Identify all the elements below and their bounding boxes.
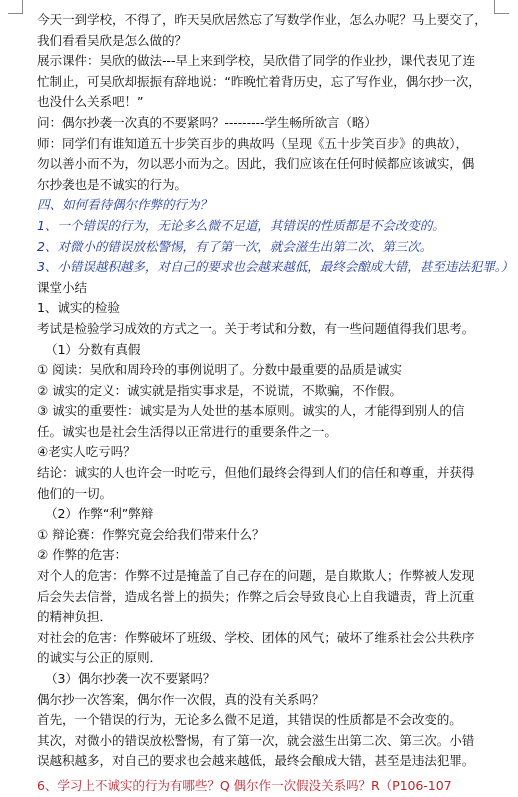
subsection-title: （3）偶尔抄袭一次不要紧吗？ — [45, 671, 216, 686]
subsection-title: 1、诚实的检验 — [37, 300, 120, 316]
paragraph-line: 也没什么关系吧！” — [37, 94, 144, 110]
subsection-title: （1）分数有真假 — [45, 341, 141, 357]
paragraph-line: 首先，一个错误的行为，无论多么微不足道，其错误的性质都是不会改变的。 — [37, 712, 462, 728]
section-heading: 四、如何看待偶尔作弊的行为？ — [37, 197, 212, 213]
paragraph-line: 对个人的危害：作弊不过是掩盖了自己存在的问题，是自欺欺人；作弊被人发现 — [37, 568, 475, 584]
paragraph-line: ② 诚实的定义：诚实就是指实事求是，不说谎，不欺骗，不作假。 — [37, 382, 402, 398]
paragraph-line: 的精神负担． — [37, 609, 112, 625]
corner-crop-mark-right — [494, 0, 509, 14]
paragraph-line: 偶尔抄一次答案，偶尔作一次假，真的没有关系吗？ — [37, 691, 325, 707]
subsection-title: （2）作弊“利”弊辩 — [45, 506, 154, 522]
paragraph-line: ④老实人吃亏吗？ — [37, 444, 136, 460]
paragraph-line: 师：同学们有谁知道五十步笑百步的典故吗（呈现《五十步笑百步》的典故）， — [37, 135, 468, 151]
paragraph-line: 对社会的危害：作弊破坏了班级、学校、团体的风气；破坏了维系社会公共秩序 — [37, 629, 475, 645]
paragraph-line: 问：偶尔抄袭一次真的不要紧吗？---------学生畅所欲言（略） — [37, 114, 377, 130]
paragraph-line: ③ 诚实的重要性：诚实是为人处世的基本原则。诚实的人，才能得到别人的信 — [37, 403, 465, 419]
paragraph-line: ① 阅读：吴欣和周玲玲的事例说明了。分数中最重要的品质是诚实 — [37, 362, 402, 378]
section-title: 课堂小结 — [37, 279, 87, 295]
paragraph-line: 的诚实与公正的原则． — [37, 650, 162, 666]
paragraph-line: ② 作弊的危害： — [37, 547, 128, 563]
paragraph-line: 展示课件：吴欣的做法---早上来到学校，吴欣借了同学的作业抄，课代表见了连 — [37, 53, 476, 69]
paragraph-line: 考试是检验学习成效的方式之一。关于考试和分数，有一些问题值得我们思考。 — [37, 320, 475, 336]
paragraph-line: 结论：诚实的人也许会一时吃亏，但他们最终会得到人们的信任和尊重，并获得 — [37, 465, 475, 481]
paragraph-line: 今天一到学校，不得了，昨天吴欣居然忘了写数学作业，怎么办呢？马上要交了， — [37, 12, 487, 27]
paragraph-line: 勿以善小而不为，勿以恶小而为之。因此，我们应该在任何时候都应该诚实，偶 — [37, 156, 475, 172]
paragraph-line: 任。诚实也是社会生活得以正常进行的重要条件之一。 — [37, 423, 337, 439]
question-heading: 6、学习上不诚实的行为有哪些？Q 偶尔作一次假没关系吗？R（P106-107 — [37, 777, 452, 793]
paragraph-line: 忙制止，可吴欣却振振有辞地说：“昨晚忙着背历史，忘了写作业，偶尔抄一次， — [37, 73, 481, 89]
corner-crop-mark-left — [8, 0, 23, 14]
document-body — [37, 10, 514, 797]
emphasis-point: 2、对微小的错误放松警惕，有了第一次，就会滋生出第二次、第三次。 — [37, 238, 433, 254]
paragraph-line: 他们的一切。 — [37, 485, 112, 501]
emphasis-point: 3、小错误越积越多，对自己的要求也会越来越低，最终会酿成大错，甚至违法犯罪。） — [37, 259, 514, 275]
paragraph-line: 我们看看吴欣是怎么做的？ — [37, 32, 187, 48]
paragraph-line: 误越积越多，对自己的要求也会越来越低，最终会酿成大错，甚至是违法犯罪。 — [37, 753, 475, 769]
paragraph-line: ① 辩论赛：作弊究竟会给我们带来什么？ — [37, 526, 265, 542]
emphasis-point: 1、一个错误的行为，无论多么微不足道，其错误的性质都是不会改变的。 — [37, 217, 445, 233]
paragraph-line: 后会失去信誉，造成名誉上的损失；作弊之后会导致良心上自我谴责，背上沉重 — [37, 588, 475, 604]
paragraph-line: 尔抄袭也是不诚实的行为。 — [37, 176, 187, 192]
paragraph-line: 其次，对微小的错误放松警惕，有了第一次，就会滋生出第二次、第三次。小错 — [37, 732, 475, 748]
